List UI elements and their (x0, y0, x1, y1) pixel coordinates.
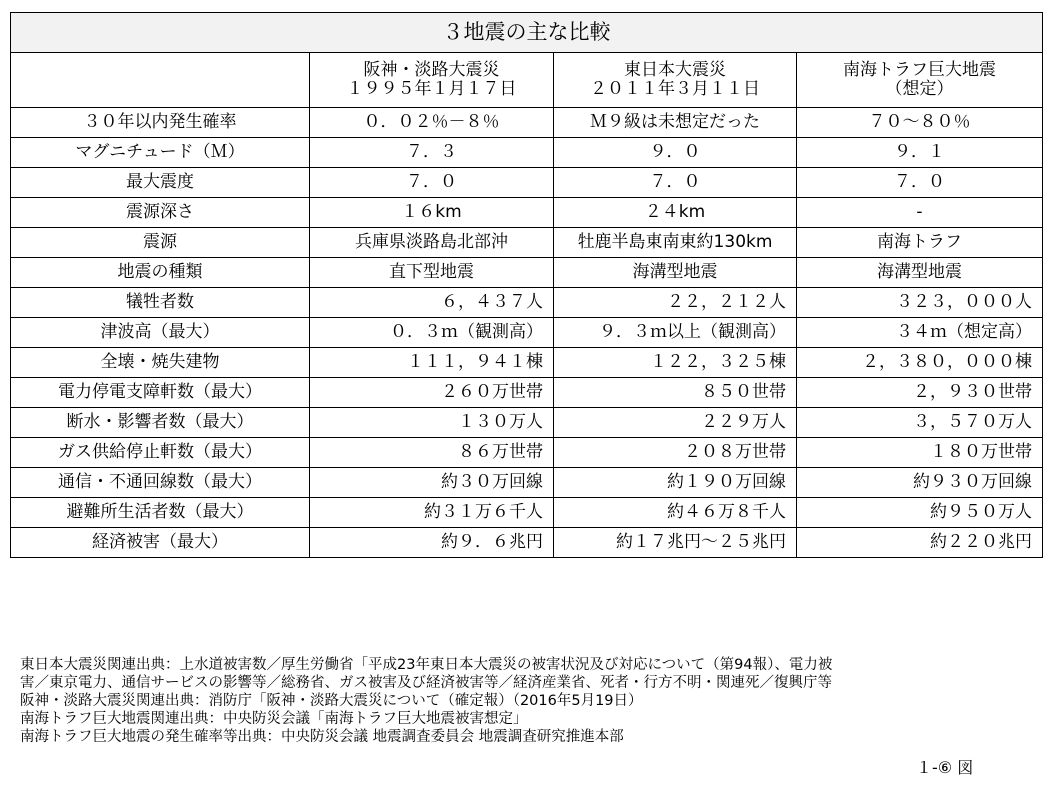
table-row (11, 468, 1043, 498)
value-cell: ７．３ (310, 138, 554, 168)
value-cell: 約９．６兆円 (310, 528, 554, 558)
table-row (11, 528, 1043, 558)
column-header-higashinihon (554, 53, 797, 108)
table-row (11, 258, 1043, 288)
value-cell: 約９３０万回線 (797, 468, 1043, 498)
row-label: 経済被害（最大） (11, 528, 310, 558)
figure-label: １-⑥ 図 (916, 758, 974, 777)
table-row (11, 348, 1043, 378)
value-cell: ３，５７０万人 (797, 408, 1043, 438)
value-cell: 直下型地震 (310, 258, 554, 288)
value-cell: ２，３８０，０００棟 (797, 348, 1043, 378)
table-row (11, 288, 1043, 318)
value-cell: １１１，９４１棟 (310, 348, 554, 378)
row-label: 最大震度 (11, 168, 310, 198)
column-header-hanshin (310, 53, 554, 108)
value-cell: 約２２０兆円 (797, 528, 1043, 558)
value-cell: ７０～８０％ (797, 108, 1043, 138)
row-label: 避難所生活者数（最大） (11, 498, 310, 528)
column-header-date: ２０１１年３月１１日 (590, 79, 760, 99)
column-header-date: １９９５年１月１７日 (346, 79, 517, 99)
value-cell: ７．０ (797, 168, 1043, 198)
value-cell: ７．０ (554, 168, 797, 198)
row-label: 全壊・焼失建物 (11, 348, 310, 378)
row-label: マグニチュード（Ｍ） (11, 138, 310, 168)
value-cell: １２２，３２５棟 (554, 348, 797, 378)
value-cell: 南海トラフ (797, 228, 1043, 258)
value-cell: ２２，２１２人 (554, 288, 797, 318)
value-cell: ２０８万世帯 (554, 438, 797, 468)
table-row (11, 228, 1043, 258)
row-label: 震源 (11, 228, 310, 258)
table-row (11, 138, 1043, 168)
table-row (11, 498, 1043, 528)
table-row (11, 108, 1043, 138)
row-label: 断水・影響者数（最大） (11, 408, 310, 438)
comparison-table (10, 12, 1043, 558)
column-header-name: 阪神・淡路大震災 (363, 60, 500, 80)
value-cell: ２６０万世帯 (310, 378, 554, 408)
table-row (11, 438, 1043, 468)
value-cell: 海溝型地震 (554, 258, 797, 288)
column-header-nankai (797, 53, 1043, 108)
row-label: 地震の種類 (11, 258, 310, 288)
row-label: 震源深さ (11, 198, 310, 228)
value-cell: ９．１ (797, 138, 1043, 168)
source-notes (20, 656, 1030, 746)
value-cell: ０．０２％－８％ (310, 108, 554, 138)
value-cell: ８５０世帯 (554, 378, 797, 408)
value-cell: ２４km (554, 198, 797, 228)
value-cell: 兵庫県淡路島北部沖 (310, 228, 554, 258)
title-row (11, 13, 1043, 53)
row-label: ３０年以内発生確率 (11, 108, 310, 138)
value-cell: - (797, 198, 1043, 228)
value-cell: １３０万人 (310, 408, 554, 438)
header-corner-cell (11, 53, 310, 108)
value-cell: 約９５０万人 (797, 498, 1043, 528)
row-label: 通信・不通回線数（最大） (11, 468, 310, 498)
source-note: 阪神・淡路大震災関連出典：消防庁「阪神・淡路大震災について（確定報）（2016年5月19日） (20, 693, 643, 709)
value-cell: 牡鹿半島東南東約130km (554, 228, 797, 258)
row-label: 電力停電支障軒数（最大） (11, 378, 310, 408)
value-cell: 海溝型地震 (797, 258, 1043, 288)
value-cell: ９．３ｍ以上（観測高） (554, 318, 797, 348)
value-cell: Ｍ９級は未想定だった (554, 108, 797, 138)
table-row (11, 378, 1043, 408)
value-cell: 約３１万６千人 (310, 498, 554, 528)
header-row (11, 53, 1043, 108)
value-cell: 約１７兆円～２５兆円 (554, 528, 797, 558)
source-note: 害／東京電力、通信サービスの影響等／総務省、ガス被害及び経済被害等／経済産業省、死者・行方不明・関連死／復興庁等 (20, 675, 832, 691)
column-header-note: （想定） (885, 79, 954, 99)
value-cell: ２，９３０世帯 (797, 378, 1043, 408)
value-cell: ９．０ (554, 138, 797, 168)
source-note: 南海トラフ巨大地震の発生確率等出典：中央防災会議 地震調査委員会 地震調査研究推進本部 (20, 729, 624, 745)
source-note: 東日本大震災関連出典：上水道被害数／厚生労働省「平成23年東日本大震災の被害状況及び対応について（第94報）、電力被 (20, 657, 833, 673)
value-cell: １６km (310, 198, 554, 228)
value-cell: 約１９０万回線 (554, 468, 797, 498)
column-header-name: 南海トラフ巨大地震 (843, 60, 996, 80)
row-label: 津波高（最大） (11, 318, 310, 348)
row-label: ガス供給停止軒数（最大） (11, 438, 310, 468)
table-row (11, 168, 1043, 198)
value-cell: 約３０万回線 (310, 468, 554, 498)
table-row (11, 408, 1043, 438)
value-cell: ６，４３７人 (310, 288, 554, 318)
source-note: 南海トラフ巨大地震関連出典：中央防災会議「南海トラフ巨大地震被害想定」 (20, 711, 528, 727)
value-cell: ８６万世帯 (310, 438, 554, 468)
value-cell: ３２３，０００人 (797, 288, 1043, 318)
value-cell: ２２９万人 (554, 408, 797, 438)
table-title: ３地震の主な比較 (11, 13, 1043, 53)
table-row (11, 318, 1043, 348)
table-row (11, 198, 1043, 228)
value-cell: ３４ｍ（想定高） (797, 318, 1043, 348)
value-cell: ７．０ (310, 168, 554, 198)
value-cell: 約４６万８千人 (554, 498, 797, 528)
row-label: 犠牲者数 (11, 288, 310, 318)
value-cell: ０．３ｍ（観測高） (310, 318, 554, 348)
column-header-name: 東日本大震災 (624, 60, 726, 80)
value-cell: １８０万世帯 (797, 438, 1043, 468)
